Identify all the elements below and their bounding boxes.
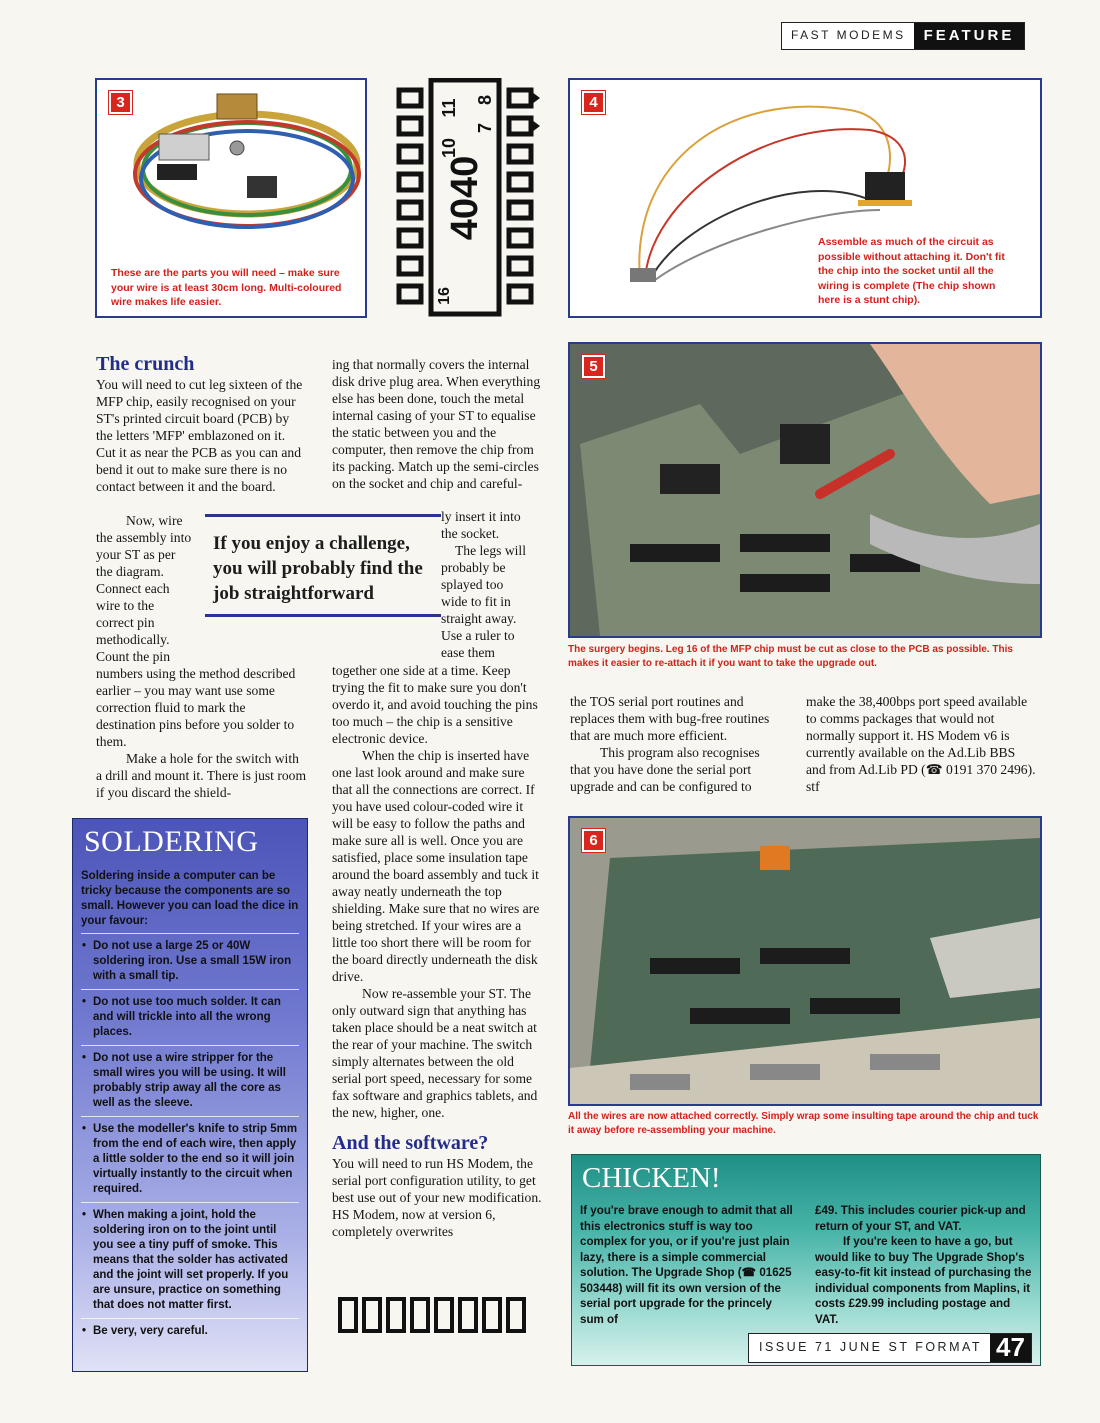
wrap-line: The legs will bbox=[455, 543, 526, 558]
list-item: • Be very, very careful. bbox=[81, 1318, 299, 1344]
chicken-paragraph: If you're keen to have a go, but would like to buy The Upgrade Shop's easy-to-fit kit instead of purchasing the individual components from Maplins, it costs £29.99 including postage and VAT. bbox=[815, 1235, 1032, 1326]
wrap-line: wide to fit in bbox=[441, 594, 511, 609]
chip-pin-label: 8 bbox=[475, 94, 495, 106]
chicken-paragraph: £49. This includes courier pick-up and return of your ST, and VAT. bbox=[815, 1204, 1026, 1233]
software-heading: And the software? bbox=[332, 1132, 489, 1154]
figure-4 bbox=[568, 78, 1042, 318]
wrap-line: Connect each bbox=[96, 581, 170, 596]
figure-5-caption: The surgery begins. Leg 16 of the MFP chip must be cut as close to the PCB as possible. This makes it easier to re-attach it if you want to take the upgrade out. bbox=[568, 644, 1013, 669]
column-paragraph: make the 38,400bps port speed available to comms packages that would not normally support it. HS Modem v6 is currently available on the Ad.Lib BBS and from Ad.Lib PD (☎ 0191 370 2496). stf bbox=[806, 694, 1036, 794]
column-2-wrap bbox=[441, 508, 546, 661]
section-header bbox=[781, 22, 1025, 50]
chip-pin-label: 16 bbox=[436, 287, 453, 305]
assembled-board-photo bbox=[570, 818, 1040, 1104]
chip-pin-diagram bbox=[393, 78, 543, 318]
soldering-intro: Soldering inside a computer can be tricky because the components are so small. However you can load the dice in your favour: bbox=[81, 870, 299, 927]
section-label: FAST MODEMS bbox=[791, 28, 906, 42]
motherboard-photo bbox=[570, 344, 1040, 636]
column-2-continued bbox=[332, 662, 544, 1240]
issue-label: ISSUE 71 JUNE ST FORMAT bbox=[759, 1340, 983, 1354]
feature-label: FEATURE bbox=[914, 23, 1025, 49]
list-item: • When making a joint, hold the soldering iron on to the joint until you see a tiny puff of smoke. This means that the solder has activated and the joint will set properly. If you are unsure, practice on something that does not matter first. bbox=[81, 1202, 299, 1318]
wrap-line: wire to the bbox=[96, 598, 155, 613]
column-paragraph: This program also recognises that you have done the serial port upgrade and can be configured to bbox=[570, 745, 760, 794]
wrap-line: splayed too bbox=[441, 577, 504, 592]
figure-caption: Assemble as much of the circuit as possible without attaching it. Don't fit the chip into the socket until all the wiring is complete (The chip shown here is a stunt chip). bbox=[818, 236, 1005, 306]
figure-number: 4 bbox=[582, 91, 605, 114]
page-footer bbox=[748, 1333, 1032, 1363]
column-paragraph: the TOS serial port routines and replaces them with bug-free routines that are much more efficient. bbox=[570, 694, 770, 743]
column-paragraph: Now re-assemble your ST. The only outward sign that anything has taken place should be a neat switch at the rear of your machine. The switch simply alternates between the old serial port speed, necessary for some fax software and graphics tablets, and the new, higher, one. bbox=[332, 986, 538, 1120]
figure-6 bbox=[568, 816, 1042, 1106]
chicken-column-1: If you're brave enough to admit that all this electronics stuff is way too complex for you, or if you're just plain lazy, there is a simple commercial solution. The Upgrade Shop (☎ 01625 503448) will fit its own version of the serial port upgrade for the princely sum of bbox=[580, 1204, 793, 1326]
wrap-line: the socket. bbox=[441, 526, 500, 541]
wrap-line: Now, wire bbox=[126, 513, 183, 528]
figure-number: 5 bbox=[582, 355, 605, 378]
article-column-4 bbox=[806, 693, 1038, 795]
crunch-heading: The crunch bbox=[96, 353, 195, 375]
wrap-line: methodically. bbox=[96, 632, 170, 647]
wrap-line: straight away. bbox=[441, 611, 517, 626]
column-paragraph: When the chip is inserted have one last look around and make sure that all the connections are correct. If you have used colour-coded wire it will be easy to follow the paths and make sure all is well. Once you are satisfied, place some insulation tape around the board assembly and tuck it away neatly underneath the top shielding. Make sure that no wires are being stretched. If your wires are a little too short there will be room for the board directly underneath the disk drive. bbox=[332, 748, 540, 984]
chip-pin-label: 11 bbox=[439, 98, 459, 118]
wrap-line: ly insert it into bbox=[441, 509, 521, 524]
chip-pin-label: 10 bbox=[439, 137, 459, 159]
soldering-box bbox=[72, 818, 308, 1372]
wrap-line: correct pin bbox=[96, 615, 155, 630]
software-paragraph: You will need to run HS Modem, the serial port configuration utility, to get best use out of your new modification. HS Modem, now at version 6, completely overwrites bbox=[332, 1156, 542, 1239]
chicken-column-2 bbox=[815, 1203, 1032, 1327]
column-paragraph: ing that normally covers the internal disk drive plug area. When everything else has been done, touch the metal internal casing of your ST to equalise the static between you and the computer, then remove the chip from its packing. Match up the semi-circles on the socket and chip and careful- bbox=[332, 357, 541, 491]
list-item: • Do not use a large 25 or 40W soldering iron. Use a small 15W iron with a small tip. bbox=[81, 933, 299, 989]
crunch-paragraph: Make a hole for the switch with a drill and mount it. There is just room if you discard the shield- bbox=[96, 751, 307, 800]
pull-quote: If you enjoy a challenge, you will probably find the job straightforward bbox=[205, 514, 441, 617]
page-number: 47 bbox=[990, 1334, 1031, 1362]
chip-pin-label: 7 bbox=[475, 122, 495, 134]
column-paragraph: together one side at a time. Keep trying the fit to make sure you don't overdo it, and avoid touching the pins too much – the chip is a sensitive electronic device. bbox=[332, 663, 538, 746]
wrap-line: the assembly into bbox=[96, 530, 192, 545]
crunch-paragraph: You will need to cut leg sixteen of the MFP chip, easily recognised on your ST's printed circuit board (PCB) by the letters 'MFP' emblazoned on it. Cut it as near the PCB as you can and bend it out to make sure there is no contact between it and the board. bbox=[96, 377, 303, 494]
article-column-3 bbox=[570, 693, 782, 795]
list-item: • Do not use too much solder. It can and will trickle into all the wrong places. bbox=[81, 989, 299, 1045]
wrap-line: probably be bbox=[441, 560, 506, 575]
crunch-wrap-lines bbox=[96, 512, 206, 665]
figure-6-caption: All the wires are now attached correctly. Simply wrap some insulting tape around the chip and tuck it away before re-assembling your machine. bbox=[568, 1111, 1039, 1136]
crunch-paragraph: numbers using the method described earlier – you may want use some correction fluid to mark the destination pins before you solder to them. bbox=[96, 666, 296, 749]
wrap-line: Count the pin bbox=[96, 649, 171, 664]
parts-photo bbox=[97, 86, 365, 266]
soldering-tips bbox=[81, 933, 299, 1344]
list-item: • Use the modeller's knife to strip 5mm from the end of each wire, then apply a little solder to the end so it will join virtually instantly to the circuit when required. bbox=[81, 1116, 299, 1202]
figure-number: 3 bbox=[109, 91, 132, 114]
chip-name: 4040 bbox=[444, 155, 486, 241]
figure-number: 6 bbox=[582, 829, 605, 852]
decorative-chip-strip bbox=[336, 1293, 546, 1337]
soldering-title: SOLDERING bbox=[84, 825, 259, 858]
list-item: • Do not use a wire stripper for the small wires you will be using. It will probably strip away all the core as well as the sleeve. bbox=[81, 1045, 299, 1116]
figure-5 bbox=[568, 342, 1042, 638]
wrap-line: the diagram. bbox=[96, 564, 164, 579]
crunch-continued bbox=[96, 665, 308, 801]
wrap-line: ease them bbox=[441, 645, 495, 660]
article-column-2 bbox=[332, 356, 544, 492]
wrap-line: your ST as per bbox=[96, 547, 176, 562]
chicken-title: CHICKEN! bbox=[582, 1162, 721, 1194]
figure-3 bbox=[95, 78, 367, 318]
wrap-line: Use a ruler to bbox=[441, 628, 515, 643]
article-column-1 bbox=[96, 352, 308, 495]
figure-caption: These are the parts you will need – make sure your wire is at least 30cm long. Multi-coloured wire makes life easier. bbox=[111, 267, 342, 308]
